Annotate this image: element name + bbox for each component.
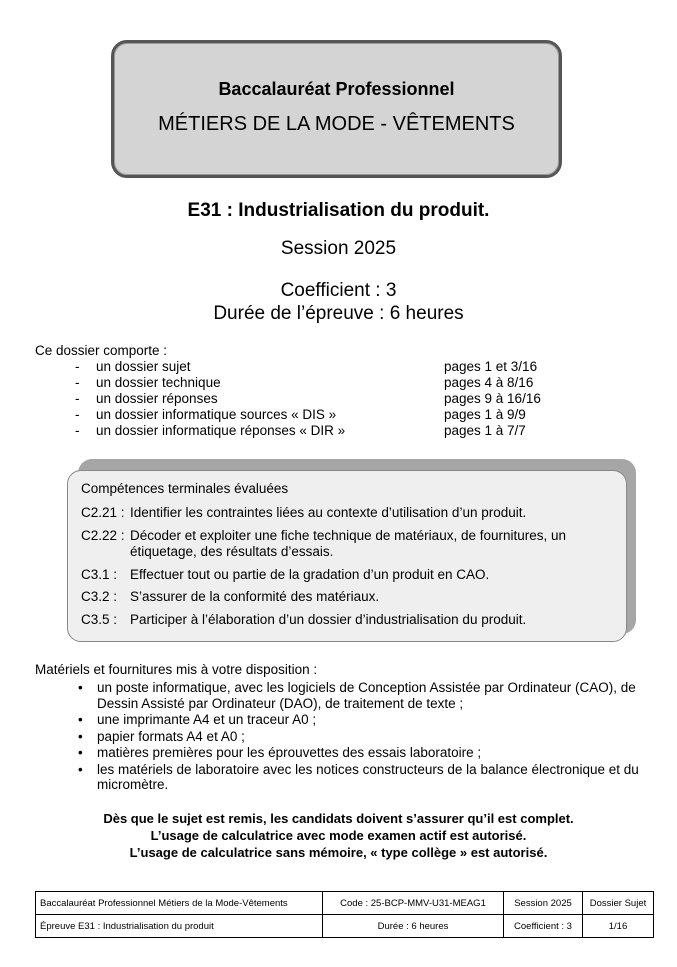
dossier-pages: pages 1 et 3/16: [444, 359, 538, 374]
bullet: •: [78, 728, 83, 744]
competences-box: [67, 470, 627, 642]
bullet: •: [78, 745, 83, 760]
dash: -: [75, 407, 80, 422]
list-item: [78, 680, 648, 711]
dossier-list: [75, 359, 555, 439]
list-item: [78, 762, 648, 793]
competence-code: C3.5 :: [81, 612, 118, 627]
note-complete: Dès que le sujet est remis, les candidats doivent s’assurer qu’il est complet.: [103, 811, 574, 826]
footer-dossier: Dossier Sujet: [583, 892, 654, 915]
exam-session: Session 2025: [280, 238, 397, 259]
competences-title: Compétences terminales évaluées: [81, 481, 289, 496]
footer-code: Code : 25-BCP-MMV-U31-MEAG1: [323, 892, 504, 915]
dossier-intro: Ce dossier comporte :: [35, 343, 168, 358]
competence-code: C2.21 :: [81, 505, 125, 520]
dossier-pages: pages 9 à 16/16: [444, 391, 541, 406]
materiel-text: papier formats A4 et A0 ;: [97, 728, 245, 744]
diploma-title: Baccalauréat Professionnel: [218, 79, 455, 99]
materiel-text: une imprimante A4 et un traceur A0 ;: [97, 712, 317, 727]
specialty-title: MÉTIERS DE LA MODE - VÊTEMENTS: [158, 113, 515, 135]
list-item: [75, 423, 555, 439]
dash: -: [75, 359, 80, 374]
footer-coefficient: Coefficient : 3: [504, 915, 583, 938]
list-item: [75, 375, 555, 391]
dossier-label: un dossier informatique réponses « DIR »: [96, 423, 346, 438]
dash: -: [75, 391, 80, 406]
competence-text: Effectuer tout ou partie de la gradation d’un produit en CAO.: [130, 567, 490, 582]
table-row: [36, 892, 654, 915]
list-item: [75, 359, 555, 375]
materiel-text: un poste informatique, avec les logiciels de Conception Assistée par Ordinateur (CAO), de Dessin Assisté par Ordinateur (DAO), de traitement de texte ;: [97, 680, 636, 711]
dossier-label: un dossier informatique sources « DIS »: [96, 407, 337, 422]
dossier-label: un dossier sujet: [96, 359, 191, 374]
bullet: •: [78, 761, 83, 777]
footer-diploma: Baccalauréat Professionnel Métiers de la Mode-Vêtements: [36, 892, 323, 915]
dash: -: [75, 375, 80, 390]
list-item: [75, 407, 555, 423]
footer-duree: Durée : 6 heures: [323, 915, 504, 938]
list-item: [78, 729, 648, 745]
competence-text: S’assurer de la conformité des matériaux.: [130, 589, 380, 604]
competence-code: C2.22 :: [81, 528, 125, 543]
materiel-text: les matériels de laboratoire avec les notices constructeurs de la balance électronique et du micromètre.: [97, 761, 639, 792]
competence-code: C3.1 :: [81, 567, 118, 582]
materiels-intro: Matériels et fournitures mis à votre disposition :: [35, 662, 318, 677]
materiel-text: matières premières pour les éprouvettes des essais laboratoire ;: [97, 745, 482, 760]
materiels-list: [78, 680, 648, 794]
competence-text: Identifier les contraintes liées au contexte d’utilisation d’un produit.: [130, 505, 527, 520]
note-calculator-college: L’usage de calculatrice sans mémoire, « type collège » est autorisé.: [129, 845, 548, 860]
exam-title: E31 : Industrialisation du produit.: [187, 200, 490, 221]
bullet: •: [78, 712, 83, 727]
note-calculator-exam: L’usage de calculatrice avec mode examen actif est autorisé.: [150, 828, 527, 843]
exam-coefficient: Coefficient : 3: [280, 280, 397, 301]
exam-duration: Durée de l’épreuve : 6 heures: [213, 303, 464, 324]
dossier-pages: pages 1 à 9/9: [444, 407, 526, 422]
competence-text: Décoder et exploiter une fiche technique de matériaux, de fournitures, un étiquetage, des résultats d’essais.: [130, 528, 567, 559]
dossier-pages: pages 1 à 7/7: [444, 423, 526, 438]
list-item: [78, 712, 648, 728]
competence-text: Participer à l’élaboration d’un dossier d’industrialisation du produit.: [130, 612, 527, 627]
table-row: [36, 915, 654, 938]
list-item: [78, 745, 648, 761]
footer-page: 1/16: [583, 915, 654, 938]
footer-epreuve: Épreuve E31 : Industrialisation du produit: [36, 915, 323, 938]
footer-table: [35, 891, 654, 938]
dash: -: [75, 423, 80, 438]
list-item: [75, 391, 555, 407]
dossier-label: un dossier réponses: [96, 391, 218, 406]
title-box: [111, 40, 562, 178]
competence-code: C3.2 :: [81, 589, 118, 604]
bullet: •: [78, 680, 83, 695]
footer-session: Session 2025: [504, 892, 583, 915]
dossier-label: un dossier technique: [96, 375, 221, 390]
dossier-pages: pages 4 à 8/16: [444, 375, 534, 390]
